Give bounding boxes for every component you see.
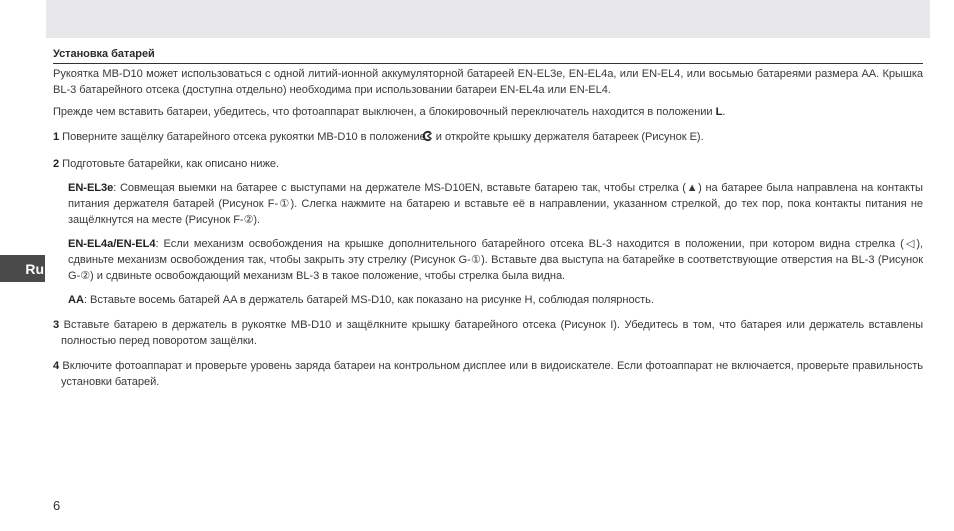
step-3 [53, 317, 923, 349]
step-3-text: Вставьте батарею в держатель в рукоятке MB-D10 и защёлкните крышку батарейного отсека (Рисунок I). Убедитесь в том, что батарея или держатель вставлены полностью перед поворотом защёлки. [59, 319, 923, 347]
sub-en-el4-text-b: ), сдвиньте механизм освобождения так, чтобы закрыть эту стрелку (Рисунок G- [68, 238, 924, 266]
step-1-text-b: и откройте крышку держателя батареек (Рисунок E). [432, 131, 704, 143]
intro-paragraph: Рукоятка MB-D10 может использоваться с одной литий-ионной аккумуляторной батареей EN-EL3e, EN-EL4a, или EN-EL4, или восьмью батареями размера AA. Крышка BL-3 батарейного отсека (доступна отдельно) необходима при использовании батареи EN-EL4a или EN-EL4. [53, 68, 923, 96]
sub-en-el3e-text-b: ) на батарее была направлена на контакты питания держателя батарей (Рисунок F- [68, 182, 923, 210]
lock-position-label: L [715, 106, 723, 118]
sub-en-el4 [68, 236, 923, 284]
sub-aa-term: AA [68, 294, 84, 306]
sub-en-el4-term: EN-EL4a/EN-EL4 [68, 238, 156, 250]
sub-aa-text: : Вставьте восемь батарей AA в держатель батарей MS-D10, как показано на рисунке H, соблюдая полярность. [83, 294, 654, 306]
step-1 [53, 129, 923, 147]
precaution-paragraph [53, 104, 923, 120]
precaution-end: . [722, 106, 726, 118]
up-triangle-icon: ▲ [685, 182, 699, 194]
step-1-number: 1 [53, 131, 60, 143]
left-triangle-icon: ◁ [903, 238, 917, 250]
step-1-text-a: Поверните защёлку батарейного отсека рукоятки MB-D10 в положение [59, 131, 429, 143]
sub-en-el4-text-c: ). Вставьте два выступа на батарейке в соответствующие отверстия на BL-3 (Рисунок G- [68, 254, 924, 282]
step-2-number: 2 [53, 158, 60, 170]
section-heading: Установка батарей [53, 47, 923, 64]
sub-aa [68, 292, 923, 308]
step-4-text: Включите фотоаппарат и проверьте уровень заряда батареи на контрольном дисплее или в видоискателе. Если фотоаппарат не включается, проверьте правильность установки батарей. [59, 360, 923, 388]
header-band [46, 0, 930, 38]
step-2-text: Подготовьте батарейки, как описано ниже. [59, 158, 279, 170]
sub-en-el3e [68, 180, 923, 228]
page-number: 6 [53, 498, 61, 513]
circled-two-icon: ② [243, 214, 254, 226]
sub-en-el3e-text-c: ). Слегка нажмите на батарею и вставьте её в направлении, указанном стрелкой, до тех пор, пока контакты питания не защёлкнутся на месте (Рисунок F- [68, 198, 924, 226]
language-tab-label: Ru [25, 260, 44, 277]
step-4 [53, 358, 923, 390]
sub-en-el4-text-d: ) и сдвиньте освобождающий механизм BL-3 в такое положение, чтобы стрелка была видна. [90, 270, 566, 282]
sub-en-el3e-text-d: ). [253, 214, 261, 226]
circled-one-icon: ① [278, 198, 291, 210]
circled-one-icon: ① [470, 254, 482, 266]
step-2 [53, 156, 923, 172]
sub-en-el4-text-a: : Если механизм освобождения на крышке дополнительного батарейного отсека BL-3 находится в положении, при котором видна стрелка ( [155, 238, 904, 250]
page-content [53, 47, 923, 390]
precaution-text: Прежде чем вставить батареи, убедитесь, что фотоаппарат выключен, а блокировочный переключатель находится в положении [53, 106, 716, 118]
step-4-number: 4 [53, 360, 60, 372]
sub-en-el3e-term: EN-EL3e [68, 182, 114, 194]
language-tab [0, 255, 45, 282]
circled-two-icon: ② [80, 270, 91, 282]
step-3-number: 3 [53, 319, 60, 331]
sub-en-el3e-text-a: : Совмещая выемки на батарее с выступами на держателе MS-D10EN, вставьте батарею так, чтобы стрелка ( [113, 182, 686, 194]
